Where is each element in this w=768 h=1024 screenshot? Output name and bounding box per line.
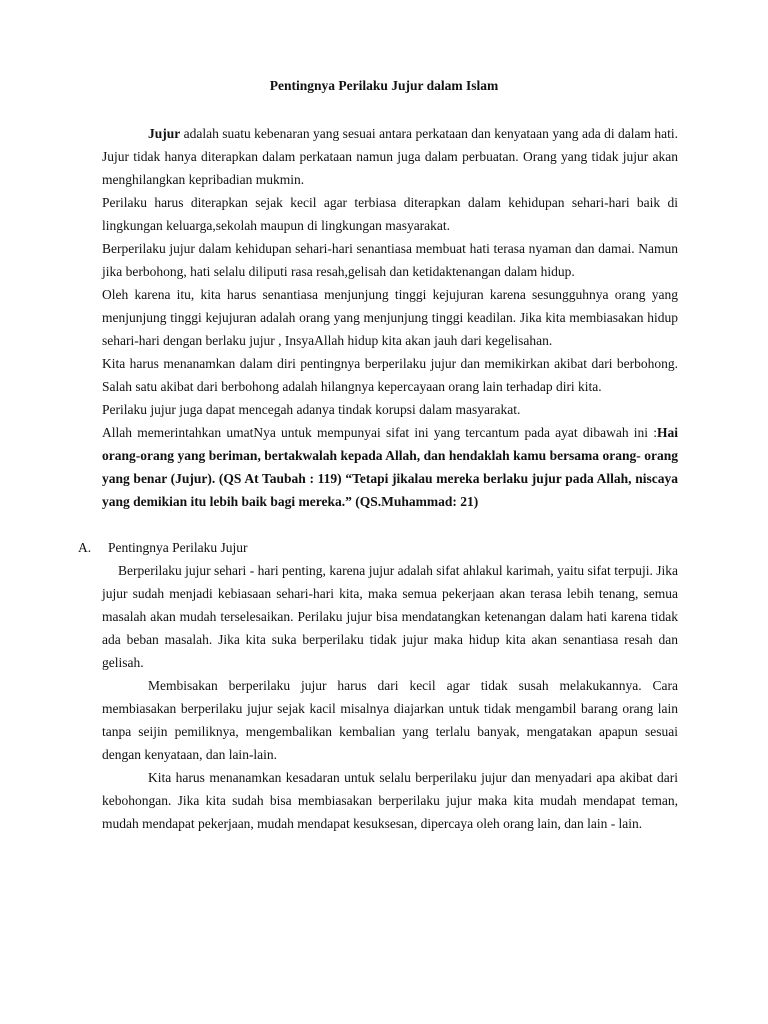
spacer bbox=[102, 513, 678, 536]
section-a-paragraph-3: Kita harus menanamkan kesadaran untuk selalu berperilaku jujur dan menyadari apa akibat dari kebohongan. Jika kita sudah bisa membiasakan berperilaku jujur maka kita mudah mendapat teman, mudah mendapat pekerjaan, mudah mendapat kesuksesan, dipercaya oleh orang lain, dan lain - lain. bbox=[102, 770, 678, 831]
document-title: Pentingnya Perilaku Jujur dalam Islam bbox=[269, 78, 499, 93]
intro-paragraph-3: Berperilaku jujur dalam kehidupan sehari-hari senantiasa membuat hati terasa nyaman dan damai. Namun jika berbohong, hati selalu diliputi rasa resah,gelisah dan ketidaktenangan dalam hidup. bbox=[102, 241, 678, 279]
intro-paragraph-7-text: Allah memerintahkan umatNya untuk mempunyai sifat ini yang tercantum pada ayat dibawah ini : bbox=[102, 425, 657, 440]
intro-paragraph-6: Perilaku jujur juga dapat mencegah adanya tindak korupsi dalam masyarakat. bbox=[102, 402, 521, 417]
intro-paragraph-1-text: adalah suatu kebenaran yang sesuai antara perkataan dan kenyataan yang ada di dalam hati. Jujur tidak hanya diterapkan dalam perkataan namun juga dalam perbuatan. Orang yang tidak jujur akan menghilangkan kepribadian mukmin. bbox=[102, 126, 678, 187]
document-body bbox=[78, 122, 678, 835]
section-a-paragraph-1: Berperilaku jujur sehari - hari penting, karena jujur adalah sifat ahlakul karimah, yaitu sifat terpuji. Jika jujur sudah menjadi kebiasaan sehari-hari kita, maka semua pekerjaan akan terasa lebih tenang, semua masalah akan mudah terselesaikan. Perilaku jujur bisa mendatangkan ketenangan dalam hati karena tidak ada beban masalah. Jika kita suka berperilaku tidak jujur maka hidup kita akan senantiasa resah dan gelisah. bbox=[102, 563, 678, 670]
section-a-paragraph-2: Membisakan berperilaku jujur harus dari kecil agar tidak susah melakukannya. Cara membiasakan berperilaku jujur sejak kacil misalnya diajarkan untuk tidak mengambil barang orang lain tanpa seijin pemiliknya, mengembalikan kembalian yang terlalu banyak, mengatakan apapun sesuai dengan kenyataan, dan lain-lain. bbox=[102, 678, 678, 762]
intro-paragraph-1 bbox=[102, 122, 678, 191]
section-a-heading bbox=[80, 536, 678, 559]
intro-paragraph-5: Kita harus menanamkan dalam diri pentingnya berperilaku jujur dan memikirkan akibat dari berbohong. Salah satu akibat dari berbohong adalah hilangnya kepercayaan orang lain terhadap diri kita. bbox=[102, 356, 678, 394]
section-a-letter: A. bbox=[78, 540, 92, 555]
intro-paragraph-2: Perilaku harus diterapkan sejak kecil agar terbiasa diterapkan dalam kehidupan sehari-hari baik di lingkungan keluarga,sekolah maupun di lingkungan masyarakat. bbox=[102, 195, 678, 233]
intro-paragraph-7 bbox=[102, 421, 678, 513]
intro-paragraph-4: Oleh karena itu, kita harus senantiasa menjunjung tinggi kejujuran karena sesungguhnya orang yang menjunjung tinggi kejujuran adalah orang yang menjunjung tinggi keadilan. Jika kita membiasakan hidup sehari-hari dengan berlaku jujur , InsyaAllah hidup kita akan jauh dari kegelisahan. bbox=[102, 287, 678, 348]
quran-quote: Hai orang-orang yang beriman, bertakwalah kepada Allah, dan hendaklah kamu bersama orang- orang yang benar (Jujur). (QS At Taubah : 119) “Tetapi jikalau mereka berlaku jujur pada Allah, niscaya yang demikian itu lebih baik bagi mereka.” (QS.Muhammad: 21) bbox=[102, 425, 678, 509]
section-a-title: Pentingnya Perilaku Jujur bbox=[108, 540, 248, 555]
term-jujur: Jujur bbox=[148, 126, 181, 141]
